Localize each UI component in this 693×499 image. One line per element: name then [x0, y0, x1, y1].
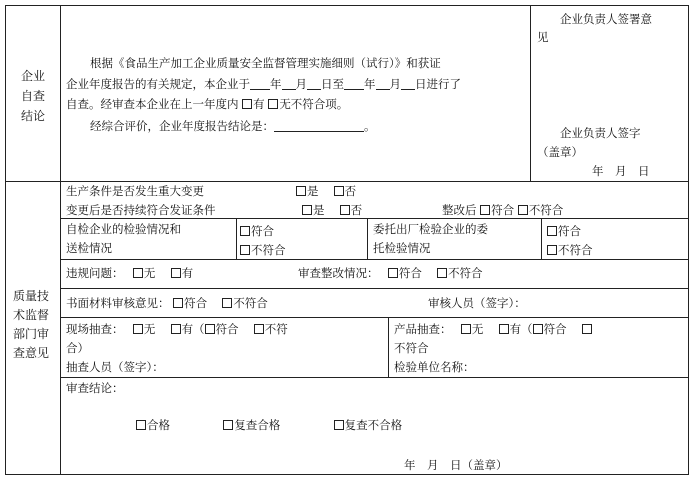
no-nonconformity-checkbox[interactable]	[268, 99, 278, 109]
row-divider	[60, 288, 689, 289]
rectification-conform-checkbox[interactable]	[388, 268, 398, 278]
paragraph-line-1: 根据《食品生产加工企业质量安全监督管理实施细则（试行）》和获证	[90, 56, 441, 70]
summary-line: 经综合评价，企业年度报告结论是： 。	[90, 119, 376, 133]
continued-no-checkbox[interactable]	[340, 205, 350, 215]
sign-divider	[530, 5, 531, 182]
paragraph-line-2: 企业年度报告的有关规定，本企业于 年 月 日至 年 月 日进行了	[66, 77, 461, 91]
major-change-no-checkbox[interactable]	[334, 186, 344, 196]
onsite-have-checkbox[interactable]	[171, 324, 181, 334]
col-divider	[236, 218, 237, 260]
violation-row: 违规问题： 无 有	[66, 266, 194, 280]
seal-label: （盖章）	[537, 145, 583, 159]
company-date-line: 年 月 日	[592, 164, 650, 178]
border-top	[5, 5, 689, 6]
col-divider	[541, 218, 542, 260]
col-divider	[388, 317, 389, 378]
self-inspection-not-conform-checkbox[interactable]	[240, 245, 250, 255]
rectification-not-conform-checkbox[interactable]	[437, 268, 447, 278]
recheck-pass-checkbox[interactable]	[223, 420, 233, 430]
paragraph-line-3: 自查。经审查本企业在上一年度内 有 无不符合项。	[66, 97, 349, 111]
row-divider	[60, 317, 689, 318]
violation-none-checkbox[interactable]	[133, 268, 143, 278]
review-conclusion-label: 审查结论：	[66, 381, 124, 395]
company-side-label: 企业 自查 结论	[20, 69, 45, 123]
sign-opinion-label: 企业负责人签署意	[560, 12, 652, 26]
docs-conform-checkbox[interactable]	[173, 298, 183, 308]
onsite-check-row-cont: 合）	[66, 341, 89, 355]
row-divider	[60, 218, 689, 219]
document-review-row: 书面材料审核意见： 符合 不符合	[66, 296, 268, 310]
border-mid	[5, 181, 689, 182]
entrusted-not-conform-checkbox[interactable]	[547, 245, 557, 255]
major-change-yes-checkbox[interactable]	[296, 186, 306, 196]
row-divider	[60, 259, 689, 260]
onsite-conform-checkbox[interactable]	[205, 324, 215, 334]
after-rectification: 整改后 符合 不符合	[442, 203, 564, 217]
product-have-checkbox[interactable]	[499, 324, 509, 334]
entrusted-inspection-label-cont: 托检验情况	[373, 241, 431, 255]
review-side-label: 质量技 术监督 部门审 查意见	[13, 289, 50, 360]
year-end-field[interactable]	[344, 78, 364, 90]
entrusted-inspection-label: 委托出厂检验企业的委	[373, 222, 488, 236]
violation-have-checkbox[interactable]	[171, 268, 181, 278]
product-none-checkbox[interactable]	[461, 324, 471, 334]
rectification-status-row: 审查整改情况： 符合 不符合	[298, 266, 483, 280]
sign-opinion-label-cont: 见	[537, 30, 549, 44]
month-start-field[interactable]	[282, 78, 296, 90]
responsible-signature-label: 企业负责人签字	[560, 126, 641, 140]
border-bottom	[5, 474, 689, 475]
recheck-fail-checkbox[interactable]	[334, 420, 344, 430]
pass-checkbox[interactable]	[136, 420, 146, 430]
continued-conformity-options: 是 否	[302, 203, 362, 217]
rectify-conform-checkbox[interactable]	[480, 205, 490, 215]
entrusted-inspection-options: 符合 不符合	[547, 222, 593, 260]
product-check-row-cont: 不符合	[394, 341, 429, 355]
onsite-not-conform-checkbox[interactable]	[254, 324, 264, 334]
col-divider	[367, 218, 368, 260]
product-check-row: 产品抽查： 无 有（ 符合	[394, 322, 593, 336]
has-nonconformity-checkbox[interactable]	[242, 99, 252, 109]
self-inspection-options: 符合 不符合	[240, 222, 286, 260]
major-change-options: 是 否	[296, 184, 356, 198]
self-inspection-conform-checkbox[interactable]	[240, 226, 250, 236]
self-inspection-label-cont: 送检情况	[66, 241, 112, 255]
continued-yes-checkbox[interactable]	[302, 205, 312, 215]
inspector-signature-label: 抽查人员（签字）：	[66, 360, 164, 374]
conclusion-options: 合格 复查合格 复查不合格	[136, 418, 402, 432]
row-divider	[60, 377, 689, 378]
product-not-conform-checkbox[interactable]	[582, 324, 592, 334]
entrusted-conform-checkbox[interactable]	[547, 226, 557, 236]
product-conform-checkbox[interactable]	[533, 324, 543, 334]
review-date-seal: 年 月 日（盖章）	[404, 458, 508, 472]
year-start-field[interactable]	[250, 78, 270, 90]
border-left	[5, 5, 6, 475]
reviewer-signature-label: 审核人员（签字）：	[428, 296, 526, 310]
major-change-question: 生产条件是否发生重大变更	[66, 184, 204, 198]
side-divider	[60, 5, 61, 475]
month-end-field[interactable]	[376, 78, 390, 90]
rectify-not-conform-checkbox[interactable]	[518, 205, 528, 215]
onsite-none-checkbox[interactable]	[133, 324, 143, 334]
summary-field[interactable]	[274, 120, 364, 132]
lab-name-label: 检验单位名称：	[394, 360, 475, 374]
day-start-field[interactable]	[307, 78, 321, 90]
self-inspection-label: 自检企业的检验情况和	[66, 222, 181, 236]
day-end-field[interactable]	[401, 78, 415, 90]
continued-conformity-question: 变更后是否持续符合发证条件	[66, 203, 216, 217]
border-right	[688, 5, 689, 475]
onsite-check-row: 现场抽查： 无 有（ 符合 不符	[66, 322, 288, 336]
docs-not-conform-checkbox[interactable]	[222, 298, 232, 308]
